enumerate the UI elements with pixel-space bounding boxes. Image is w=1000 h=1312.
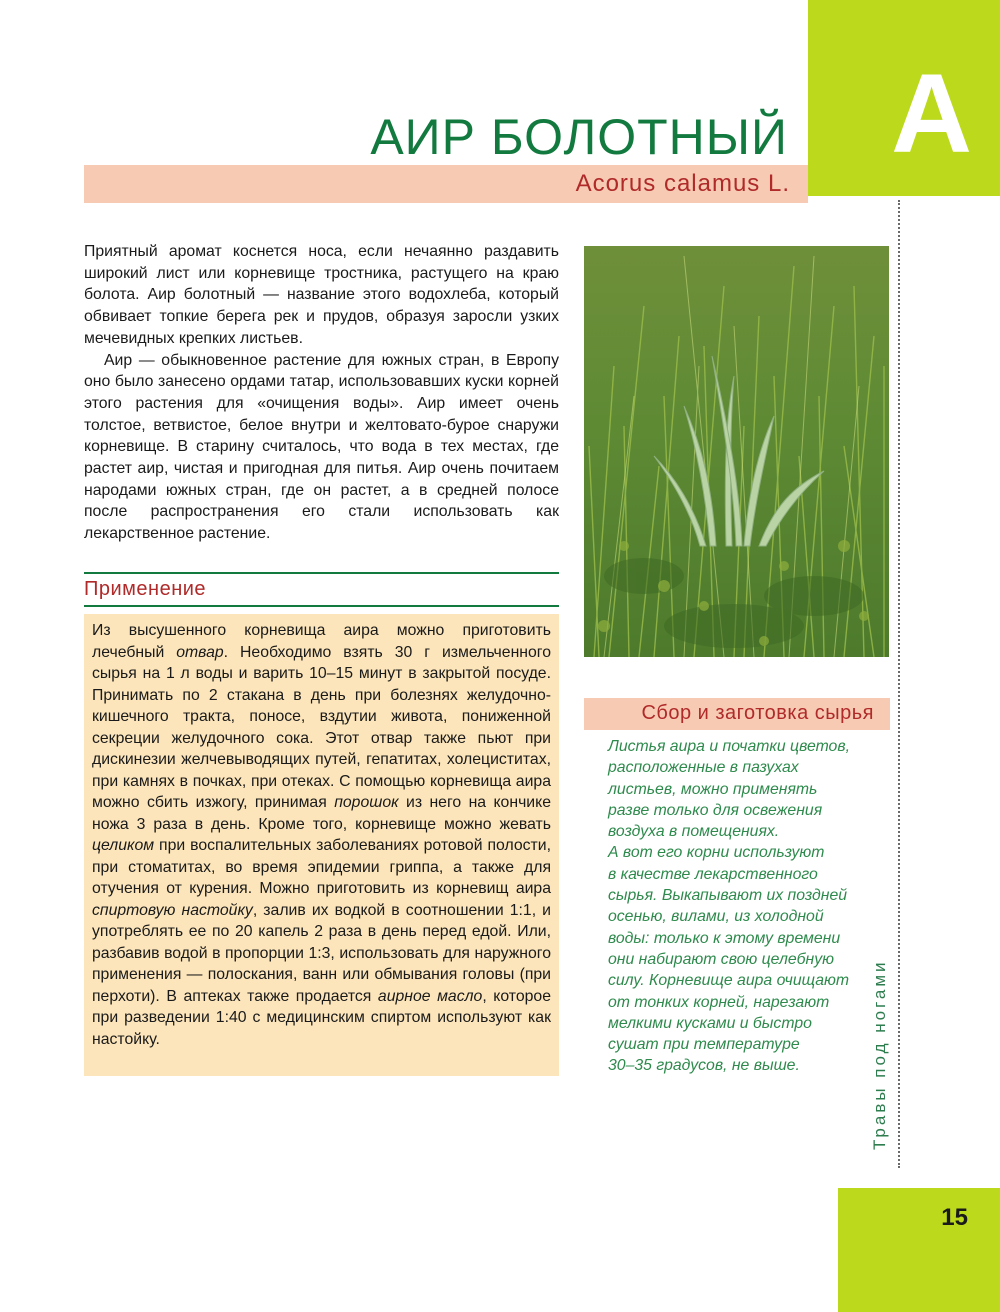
application-term: отвар	[176, 643, 224, 661]
harvest-line: от тонких корней, нарезают	[608, 993, 830, 1011]
application-term: порошок	[334, 794, 399, 811]
harvest-line: листьев, можно применять	[608, 780, 818, 798]
application-text-part: из него на кончике ножа 3 раза в день. Кроме того, корневище можно жевать	[92, 794, 551, 833]
harvest-text	[608, 736, 883, 1077]
harvest-line: разве только для освежения	[608, 801, 823, 819]
application-text-part: при воспалительных заболеваниях ротовой полости, при стоматитах, во время эпидемии гриппа, а также для отучения от курения. Можно приготовить из корневищ аира	[92, 837, 551, 897]
section-letter: А	[891, 51, 972, 176]
application-text-part: Из высушенного корневища аира можно приготовить лечебный	[92, 622, 551, 661]
harvest-line: в качестве лекарственного	[608, 865, 818, 883]
application-text-part: , залив их водкой в соотношении 1:1, и употреблять ее по 20 капель 2 раза в день перед едой. Или, разбавив водой в пропорции 1:3, использовать для наружного применения — полоскания, ванн или обмывания головы (при перхоти). В аптеках также продается	[92, 901, 551, 1005]
harvest-line: расположенные в пазухах	[608, 759, 799, 777]
intro-paragraph-1: Приятный аромат коснется носа, если нечаянно раздавить широкий лист или корневище тростника, растущего на краю болота. Аир болотный — название этого водохлеба, который обвивает топкие берега рек и прудов, образуя заросли узких мечевидных крепких листьев.	[84, 243, 559, 347]
running-header: Травы под ногами	[870, 959, 889, 1150]
page-number: 15	[941, 1204, 968, 1231]
application-text-part: , которое при разведении 1:40 с медицинским спиртом используют как настойку.	[92, 987, 551, 1048]
plant-photo	[584, 246, 889, 657]
page-title: АИР БОЛОТНЫЙ	[370, 109, 788, 165]
harvest-line: сушат при температуре	[608, 1036, 800, 1054]
latin-name: Acorus calamus L.	[575, 170, 790, 197]
application-text-part: . Необходимо взять 30 г измельченного сырья на 1 л воды и варить 10–15 минут в закрытой посуде. Принимать по 2 стакана в день при болезнях желудочно-кишечного тракта, поносе, вздутии живота, пониженной секреции желудочного сока. Этот отвар также пьют при дискинезии желчевыводящих путей, гепатитах, холециститах, при камнях в почках, при отеках. С помощью корневища аира можно сбить изжогу, принимая	[92, 643, 552, 811]
side-bar	[906, 196, 1000, 1186]
harvest-line: воды: только к этому времени	[608, 929, 841, 947]
harvest-line: они набирают свою целебную	[608, 950, 834, 968]
harvest-heading: Сбор и заготовка сырья	[641, 702, 874, 724]
harvest-line: мелкими кусками и быстро	[608, 1014, 812, 1032]
harvest-line: Листья аира и початки цветов,	[608, 738, 850, 755]
application-term: аирное масло	[377, 987, 483, 1005]
harvest-line: А вот его корни используют	[608, 844, 825, 862]
application-term: спиртовую настойку	[92, 901, 253, 919]
harvest-line: 30–35 градусов, не выше.	[608, 1057, 800, 1075]
application-term: целиком	[92, 837, 155, 854]
application-text	[92, 620, 551, 1050]
intro-paragraph-2: Аир — обыкновенное растение для южных стран, в Европу оно было занесено ордами татар, использовавших куски корней этого растения для «очищения воды». Аир имеет очень толстое, ветвистое, белое внутри и желтовато-бурое снаружи корневище. В старину считалось, что вода в тех местах, где растет аир, чистая и пригодная для питья. Аир очень почитаем народами южных стран, где он растет, а в средней полосе после распространения его стали использовать как лекарственное растение.	[84, 351, 559, 543]
intro-text	[84, 241, 559, 545]
application-heading: Применение	[84, 578, 207, 600]
harvest-line: осенью, вилами, из холодной	[608, 908, 824, 926]
section-rule	[84, 572, 559, 574]
dotted-divider	[898, 200, 900, 1168]
harvest-line: воздуха в помещениях.	[608, 823, 780, 841]
harvest-line: силу. Корневище аира очищают	[608, 972, 850, 990]
harvest-line: сырья. Выкапывают их поздней	[608, 887, 848, 905]
section-rule	[84, 605, 559, 607]
